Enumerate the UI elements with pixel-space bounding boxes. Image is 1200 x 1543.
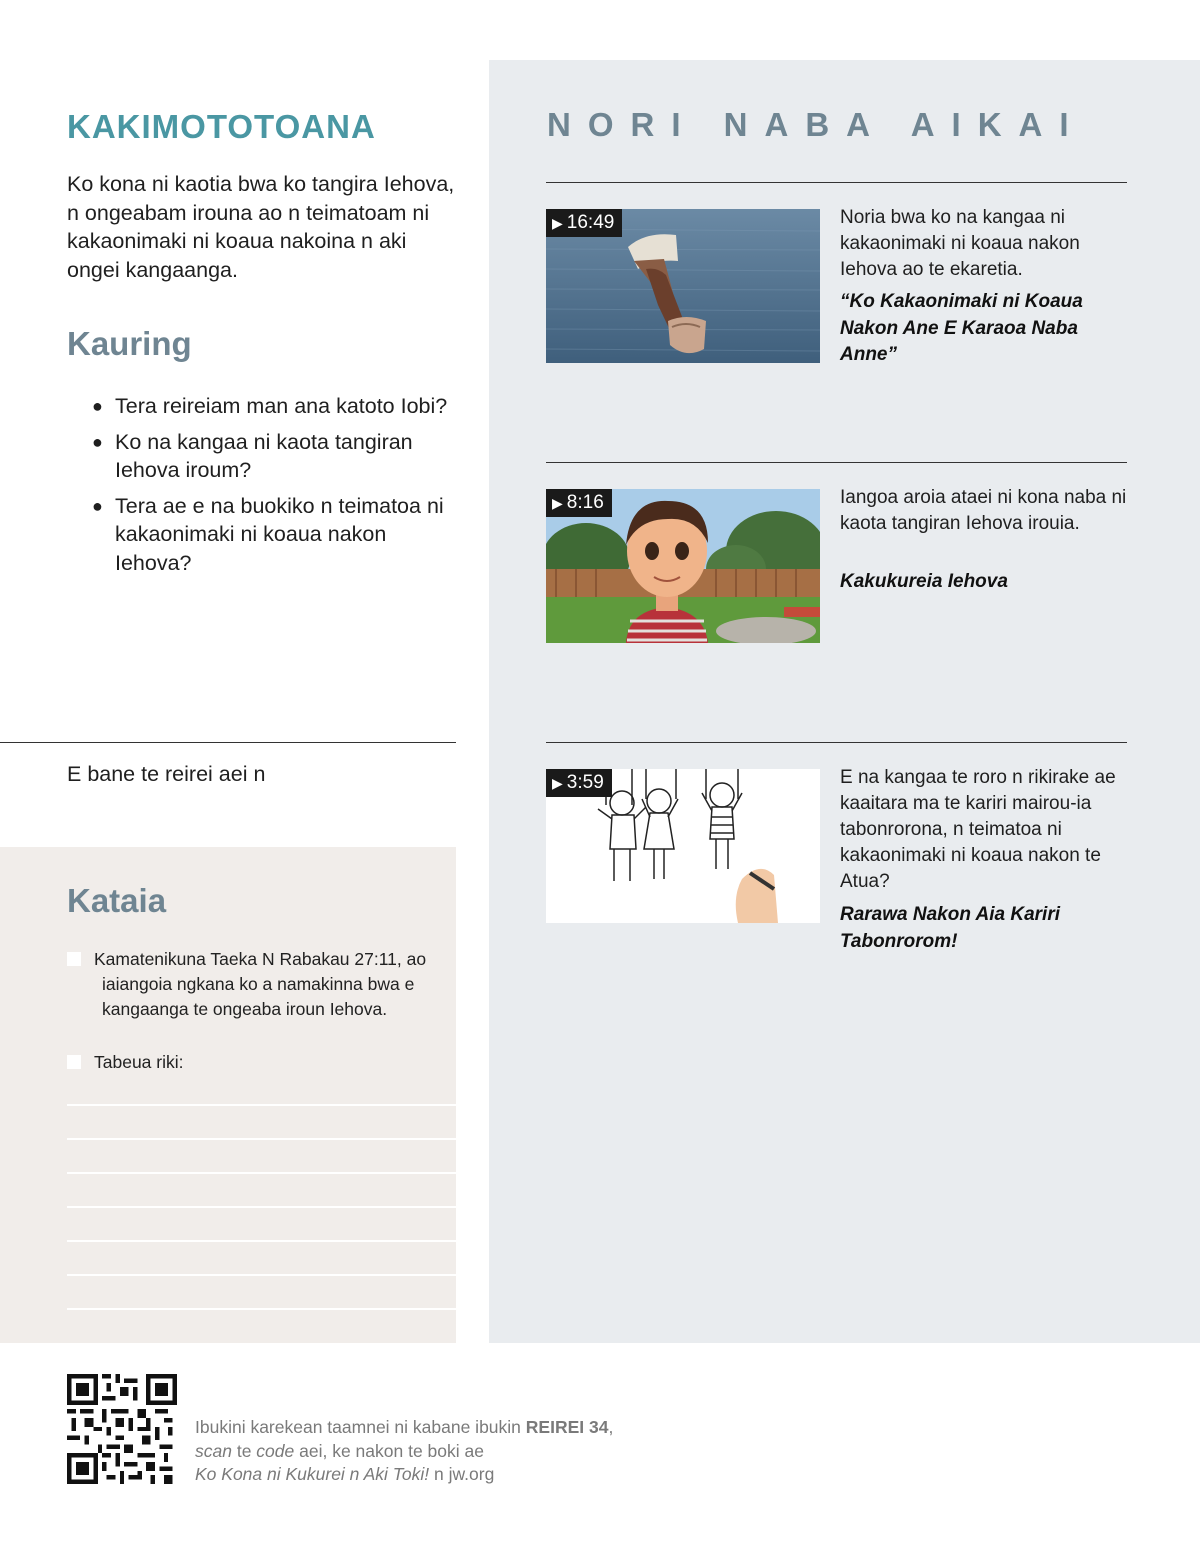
writing-line[interactable] [67,1138,456,1140]
section-divider [546,462,1127,463]
video-description: E na kangaa te roro n rikirake ae kaaitara ma te kariri mairou-ia tabonrorona, n teimatoa ni kakaonimaki ni koaua nakon te Atua? [840,767,1116,892]
footer-line [195,1440,613,1464]
video-thumbnail[interactable] [546,209,820,363]
video-thumbnail[interactable] [546,489,820,643]
goal-text: E bane te reirei aei n [67,762,266,786]
qr-code-icon[interactable] [67,1374,177,1484]
task-item [67,947,437,1022]
task-text-line: iaiangoia ngkana ko a namakinna bwa e [102,974,415,994]
writing-line[interactable] [67,1206,456,1208]
footer-text: code [256,1440,295,1461]
video-description: Noria bwa ko na kangaa ni kakaonimaki ni koaua nakon Iehova ao te ekaretia. [840,207,1080,280]
task-text-line: Kamatenikuna Taeka N Rabakau 27:11, ao [94,949,427,969]
bullet-icon: ● [92,431,103,452]
lesson-reference: REIREI 34 [525,1417,609,1437]
review-title: Kauring [67,325,192,362]
bullet-icon: ● [92,396,103,416]
try-this-box [0,847,456,1343]
task-checkbox[interactable] [67,952,81,966]
summary-title: KAKIMOTOTOANA [67,108,376,145]
video-title[interactable]: Rarawa Nakon Aia Kariri Tabonrorom! [840,904,1060,952]
review-question [92,428,462,485]
footer-note [195,1416,613,1487]
footer-text: aei, ke nakon te boki ae [294,1440,484,1461]
video-thumbnail[interactable] [546,769,820,923]
writing-line[interactable] [67,1172,456,1174]
writing-line[interactable] [67,1240,456,1242]
review-question-text: Tera reireiam man ana katoto Iobi? [115,394,448,418]
footer-line [195,1416,613,1440]
video-duration: 8:16 [566,492,604,513]
section-divider [546,742,1127,743]
video-duration-badge [546,489,612,517]
try-this-title: Kataia [67,882,167,919]
task-text: Tabeua riki: [94,1052,184,1072]
review-question [92,492,462,578]
video-title[interactable]: “Ko Kakaonimaki ni Koaua Nakon Ane E Karaoa Naba Anne” [840,291,1083,365]
video-duration-badge [546,769,612,797]
task-checkbox[interactable] [67,1055,81,1069]
summary-text: Ko kona ni kaotia bwa ko tangira Iehova, n ongeabam irouna ao n teimatoam ni kakaonimaki ni koaua nakoina n aki ongei kangaanga. [67,172,455,282]
section-divider [0,742,456,743]
book-title: Ko Kona ni Kukurei n Aki Toki! [195,1464,430,1484]
play-icon: ▶ [552,495,563,511]
footer-text: scan [195,1440,232,1461]
video-description: Iangoa aroia ataei ni kona naba ni kaota tangiran Iehova irouia. [840,487,1127,534]
writing-line[interactable] [67,1308,456,1310]
bullet-icon: ● [92,495,103,516]
review-question-text: Ko na kangaa ni kaota tangiran Iehova iroum? [115,429,413,482]
play-icon: ▶ [552,775,563,791]
writing-line[interactable] [67,1104,456,1106]
writing-line[interactable] [67,1274,456,1276]
footer-link[interactable]: n jw.org [429,1464,495,1484]
task-text-line: kangaanga te ongeaba iroun Iehova. [102,999,388,1019]
footer-text: Ibukini karekean taamnei ni kabane ibukin [195,1417,526,1437]
video-duration: 16:49 [566,212,615,233]
footer-line [195,1463,613,1487]
explore-title: NORI NABA AIKAI [547,106,1086,143]
task-item [67,1050,437,1075]
review-question [92,392,462,421]
footer-text: , [608,1417,614,1437]
section-divider [546,182,1127,183]
review-questions-list [92,392,462,584]
review-question-text: Tera ae e na buokiko n teimatoa ni kakaonimaki ni koaua nakon Iehova? [115,493,444,575]
footer-text: te [231,1440,257,1461]
video-duration-badge [546,209,622,237]
video-duration: 3:59 [566,772,604,793]
video-title[interactable]: Kakukureia Iehova [840,571,1008,592]
play-icon: ▶ [552,215,563,231]
explore-panel [489,60,1200,1343]
